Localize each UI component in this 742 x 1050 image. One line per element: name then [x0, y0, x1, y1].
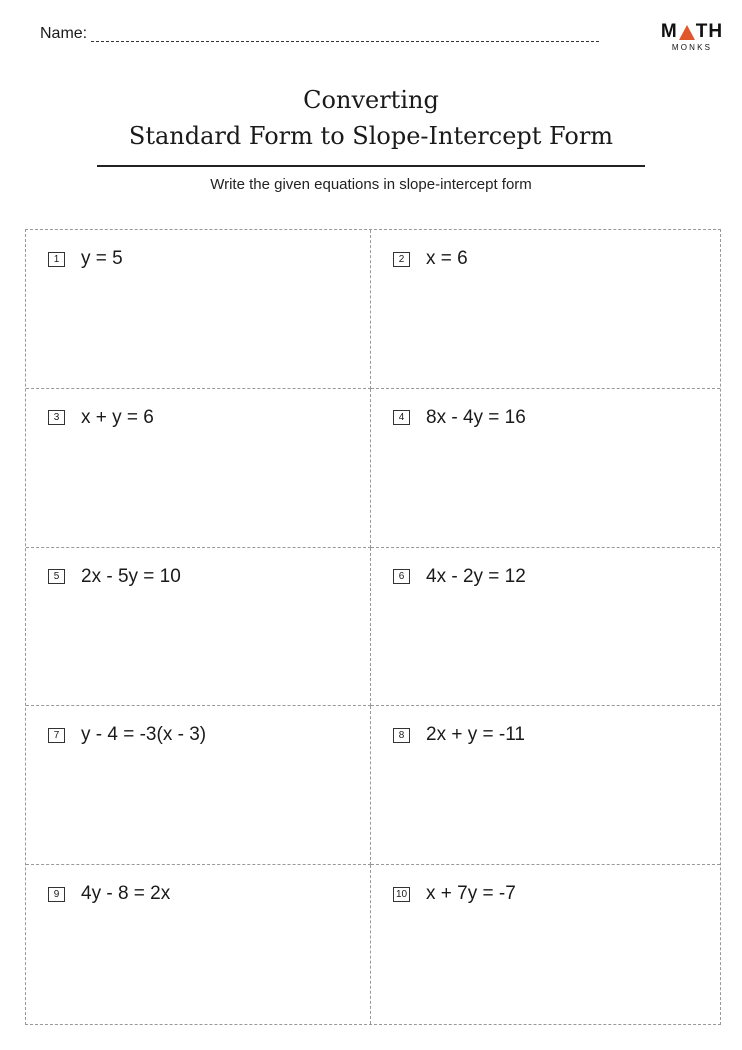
problem-equation: y - 4 = -3(x - 3): [81, 724, 207, 746]
problem-number: 1: [48, 252, 65, 267]
problem: [393, 724, 525, 746]
problem-number: 3: [48, 410, 65, 425]
problem-equation: 4x - 2y = 12: [426, 565, 526, 587]
problem: [393, 407, 526, 429]
problem-equation: 8x - 4y = 16: [426, 406, 526, 428]
logo-subtext: MONKS: [671, 43, 713, 52]
problem-equation: x + y = 6: [81, 406, 154, 428]
problem-cell[interactable]: [26, 706, 371, 865]
problem: [48, 883, 170, 905]
problem-grid: [25, 229, 721, 1025]
logo-wordmark: [662, 22, 722, 42]
problem-cell[interactable]: [26, 548, 371, 707]
logo-text-right: TH: [695, 21, 724, 42]
problem-number: 2: [393, 252, 410, 267]
problem-number: 8: [393, 728, 410, 743]
name-label: Name:: [40, 25, 88, 42]
instructions: Write the given equations in slope-intercept form: [210, 176, 532, 193]
page-title-line-2: Standard Form to Slope-Intercept Form: [128, 122, 614, 150]
problem-equation: x = 6: [426, 248, 468, 269]
problem-equation: y = 5: [81, 248, 123, 269]
problem-equation: 2x + y = -11: [426, 724, 525, 746]
title-divider: [97, 165, 645, 167]
problem-equation: x + 7y = -7: [426, 883, 516, 905]
problem-cell[interactable]: [371, 230, 720, 389]
problem-number: 5: [48, 569, 65, 584]
problem-number: 6: [393, 569, 410, 584]
problem-cell[interactable]: [26, 865, 371, 1024]
triangle-icon: [679, 25, 695, 40]
problem-cell[interactable]: [371, 706, 720, 865]
problem-cell[interactable]: [371, 389, 720, 548]
problem: [48, 248, 123, 270]
problem: [393, 883, 516, 905]
page-title-line-1: Converting: [303, 86, 439, 114]
problem: [48, 566, 181, 588]
problem-cell[interactable]: [26, 230, 371, 389]
math-monks-logo: [662, 22, 722, 53]
problem-number: 7: [48, 728, 65, 743]
logo-text-left: M: [660, 21, 678, 42]
problem-equation: 4y - 8 = 2x: [81, 883, 171, 905]
problem: [393, 566, 526, 588]
problem-equation: 2x - 5y = 10: [81, 565, 181, 587]
problem-number: 4: [393, 410, 410, 425]
name-field-row: [40, 24, 599, 44]
problem-cell[interactable]: [26, 389, 371, 548]
problem-cell[interactable]: [371, 865, 720, 1024]
problem: [48, 724, 206, 746]
problem-number: 9: [48, 887, 65, 902]
name-line[interactable]: [91, 40, 599, 42]
problem: [393, 248, 468, 270]
problem-cell[interactable]: [371, 548, 720, 707]
problem: [48, 407, 154, 429]
problem-number: 10: [393, 887, 410, 902]
